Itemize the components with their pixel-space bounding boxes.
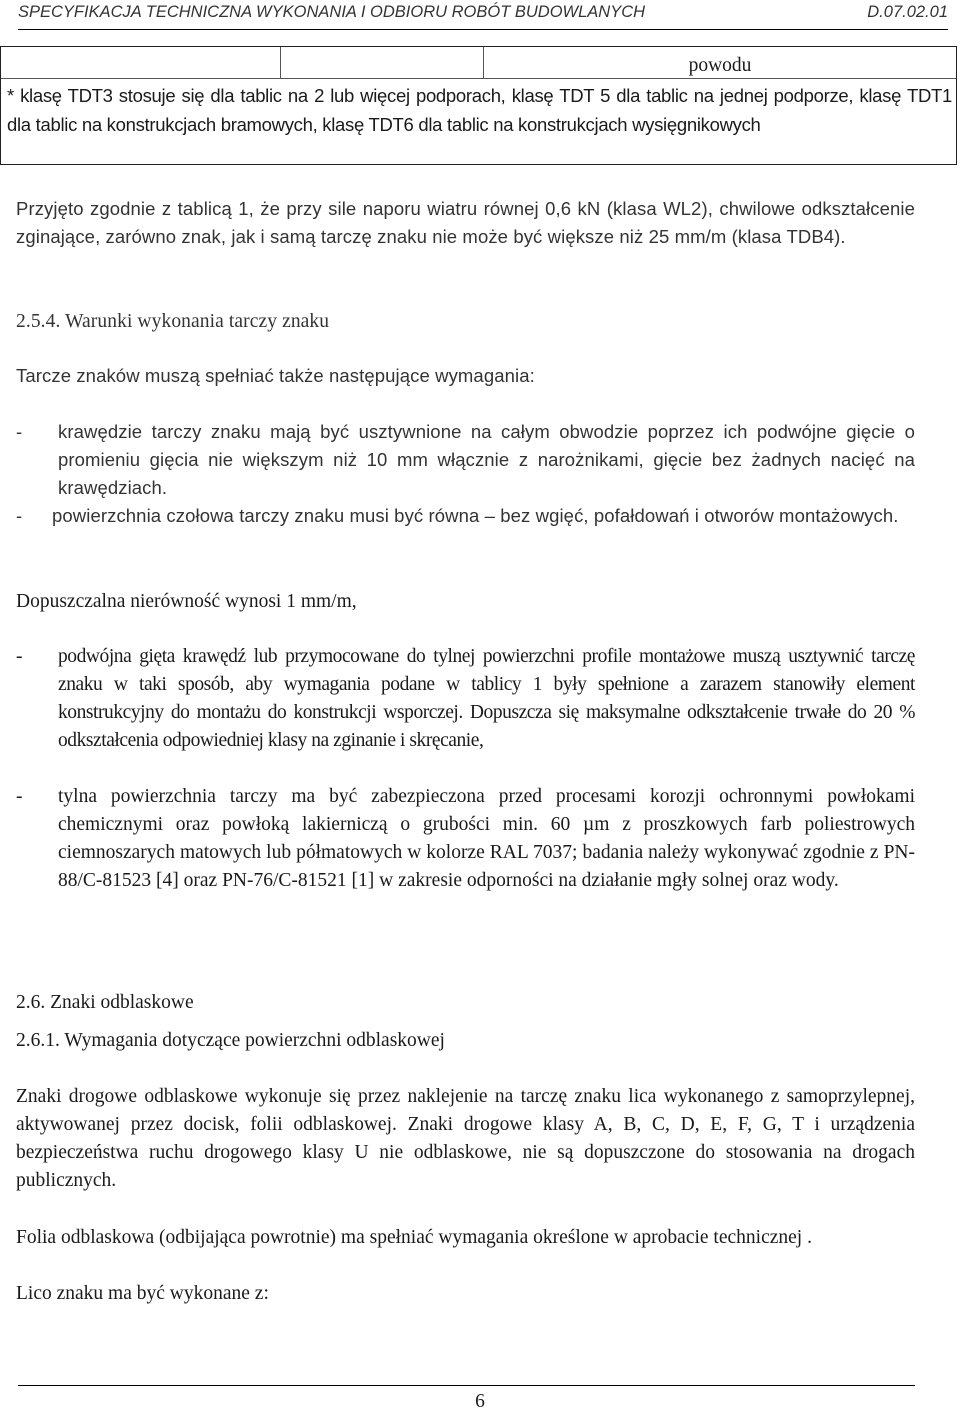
paragraph-reflective-signs: Znaki drogowe odblaskowe wykonuje się przez naklejenie na tarczę znaku lica wykonanego z samoprzylepnej, aktywowanej przez docisk, folii odblaskowej. Znaki drogowe klasy A, B, C, D, E, F, G, T i urządzenia bezpieczeństwa ruchu drogowego klasy U nie odblaskowe, nie są dopuszczone do stosowania na drogach publicznych. (16, 1086, 915, 1191)
document-title: SPECYFIKACJA TECHNICZNA WYKONANIA I ODBIORU ROBÓT BUDOWLANYCH (18, 3, 646, 21)
paragraph-requirements-intro: Tarcze znaków muszą spełniać także następujące wymagania: (16, 365, 535, 386)
list-item (16, 418, 915, 502)
list-item-text: krawędzie tarczy znaku mają być usztywnione na całym obwodzie poprzez ich podwójne gięcie o promieniu gięcia nie większym niż 10 mm włącznie z narożnikami, gięcie bez żadnych nacięć na krawędziach. (58, 421, 915, 498)
paragraph-reflective-foil: Folia odblaskowa (odbijająca powrotnie) ma spełniać wymagania określone w aprobacie technicznej . (16, 1227, 812, 1248)
heading-text: 2.5.4. Warunki wykonania tarczy znaku (16, 311, 330, 332)
list-item (16, 643, 915, 783)
list-dash: - (16, 505, 23, 526)
list-item-text: tylna powierzchnia tarczy ma być zabezpieczona przed procesami korozji ochronnymi powłokami chemicznymi oraz powłoką lakierniczą o grubości min. 60 µm z proszkowych farb poliestrowych ciemnoszarych matowych lub półmatowych w kolorze RAL 7037; badania należy wykonywać zgodnie z PN-88/C-81523 [4] oraz PN-76/C-81521 [1] w zakresie odporności na działanie mgły solnej oraz wody. (58, 786, 915, 891)
table-cell-empty-left (1, 47, 281, 79)
paragraph-sign-face: Lico znaku ma być wykonane z: (16, 1283, 269, 1304)
footer-divider (18, 1385, 915, 1386)
list-dash: - (16, 421, 23, 442)
list-item-text: powierzchnia czołowa tarczy znaku musi być równa – bez wgięć, pofałdowań i otworów montażowych. (52, 505, 899, 526)
section-heading-2-6: 2.6. Znaki odblaskowe (16, 992, 194, 1013)
paragraph-unevenness: Dopuszczalna nierówność wynosi 1 mm/m, (16, 591, 357, 612)
list-dash: - (16, 786, 23, 807)
table-cell-powodu: powodu (484, 47, 956, 79)
table-cell-empty-middle (281, 47, 484, 79)
document-code: D.07.02.01 (867, 3, 948, 21)
table-fragment (0, 46, 957, 165)
list-item (16, 502, 915, 558)
section-heading-2-5-4 (16, 307, 915, 336)
list-item (16, 783, 915, 923)
paragraph-wind-load: Przyjęto zgodnie z tablicą 1, że przy sile naporu wiatru równej 0,6 kN (klasa WL2), chwilowe odkształcenie zginające, zarówno znak, jak i samą tarczę znaku nie może być większe niż 25 mm/m (klasa TDB4). (16, 198, 915, 247)
list-item-text: podwójna gięta krawędź lub przymocowane do tylnej powierzchni profile montażowe muszą usztywnić tarczę znaku w taki sposób, aby wymagania podane w tablicy 1 były spełnione a zarazem stanowiły element konstrukcyjny do montażu do konstrukcji wsporczej. Dopuszcza się maksymalne odkształcenie trwałe do 20 % odkształcenia odpowiedniej klasy na zginanie i skręcanie, (58, 646, 915, 751)
page-header (18, 0, 948, 30)
section-heading-2-6-1: 2.6.1. Wymagania dotyczące powierzchni odblaskowej (16, 1030, 445, 1051)
list-dash: - (16, 646, 23, 667)
table-footnote: * klasę TDT3 stosuje się dla tablic na 2 lub więcej podporach, klasę TDT 5 dla tablic na jednej podporze, klasę TDT1 dla tablic na konstrukcjach bramowych, klasę TDT6 dla tablic na konstrukcjach wysięgnikowych (7, 85, 952, 135)
page-number: 6 (475, 1391, 485, 1412)
